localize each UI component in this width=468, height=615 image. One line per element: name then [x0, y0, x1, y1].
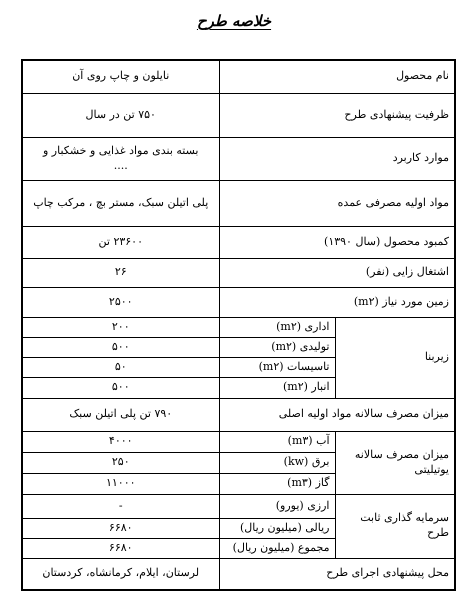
row-value: ۶۶۸۰ [22, 518, 219, 538]
row-value: - [22, 494, 219, 518]
table-row [22, 317, 455, 337]
row-label: زمین مورد نیاز (m۲) [219, 287, 455, 317]
row-value: نایلون و چاپ روی آن [22, 60, 219, 93]
row-value: ۲۳۶۰۰ تن [22, 226, 219, 258]
sub-label: برق (kw) [219, 452, 335, 473]
group-label: زیربنا [335, 317, 455, 398]
row-value: ۵۰ [22, 357, 219, 377]
row-value: ۴۰۰۰ [22, 431, 219, 452]
table-row [22, 180, 455, 226]
sub-label: ارزی (یورو) [219, 494, 335, 518]
summary-table [21, 59, 456, 591]
row-value: ۲۵۰ [22, 452, 219, 473]
sub-label: تاسیسات (m۲) [219, 357, 335, 377]
title-text: خلاصه طرح [196, 12, 272, 30]
table-row [22, 398, 455, 431]
row-label: کمبود محصول (سال ۱۳۹۰) [219, 226, 455, 258]
table-row [22, 431, 455, 452]
row-label: مواد اولیه مصرفی عمده [219, 180, 455, 226]
value-line: بسته بندی مواد غذایی و خشکبار و [43, 143, 199, 157]
row-value: ۷۹۰ تن پلی اتیلن سبک [22, 398, 219, 431]
table-row [22, 258, 455, 287]
row-label: محل پیشنهادی اجرای طرح [219, 558, 455, 590]
table-row [22, 226, 455, 258]
group-label: میزان مصرف سالانه یوتیلیتی [335, 431, 455, 494]
value-line: .... [113, 158, 128, 172]
sub-label: تولیدی (m۲) [219, 337, 335, 357]
table-row [22, 93, 455, 137]
table-row [22, 60, 455, 93]
row-value: پلی اتیلن سبک، مستر بچ ، مرکب چاپ [22, 180, 219, 226]
sub-label: ریالی (میلیون ریال) [219, 518, 335, 538]
row-value [22, 137, 219, 180]
page-title [0, 12, 468, 30]
row-value: ۶۶۸۰ [22, 538, 219, 558]
group-label: سرمایه گذاری ثابت طرح [335, 494, 455, 558]
row-value: ۲۰۰ [22, 317, 219, 337]
row-label: موارد کاربرد [219, 137, 455, 180]
row-label: میزان مصرف سالانه مواد اولیه اصلی [219, 398, 455, 431]
row-label: اشتغال زایی (نفر) [219, 258, 455, 287]
sub-label: آب (m۳) [219, 431, 335, 452]
row-label: نام محصول [219, 60, 455, 93]
sub-label: اداری (m۲) [219, 317, 335, 337]
table-row [22, 558, 455, 590]
row-value: لرستان، ایلام، کرمانشاه، کردستان [22, 558, 219, 590]
sub-label: انبار (m۲) [219, 377, 335, 398]
sub-label: مجموع (میلیون ریال) [219, 538, 335, 558]
row-value: ۵۰۰ [22, 377, 219, 398]
sub-label: گاز (m۳) [219, 473, 335, 494]
table-row [22, 494, 455, 518]
row-value: ۷۵۰ تن در سال [22, 93, 219, 137]
row-value: ۱۱۰۰۰ [22, 473, 219, 494]
row-value: ۲۵۰۰ [22, 287, 219, 317]
row-value: ۵۰۰ [22, 337, 219, 357]
table-row [22, 287, 455, 317]
row-label: ظرفیت پیشنهادی طرح [219, 93, 455, 137]
table-row [22, 137, 455, 180]
row-value: ۲۶ [22, 258, 219, 287]
